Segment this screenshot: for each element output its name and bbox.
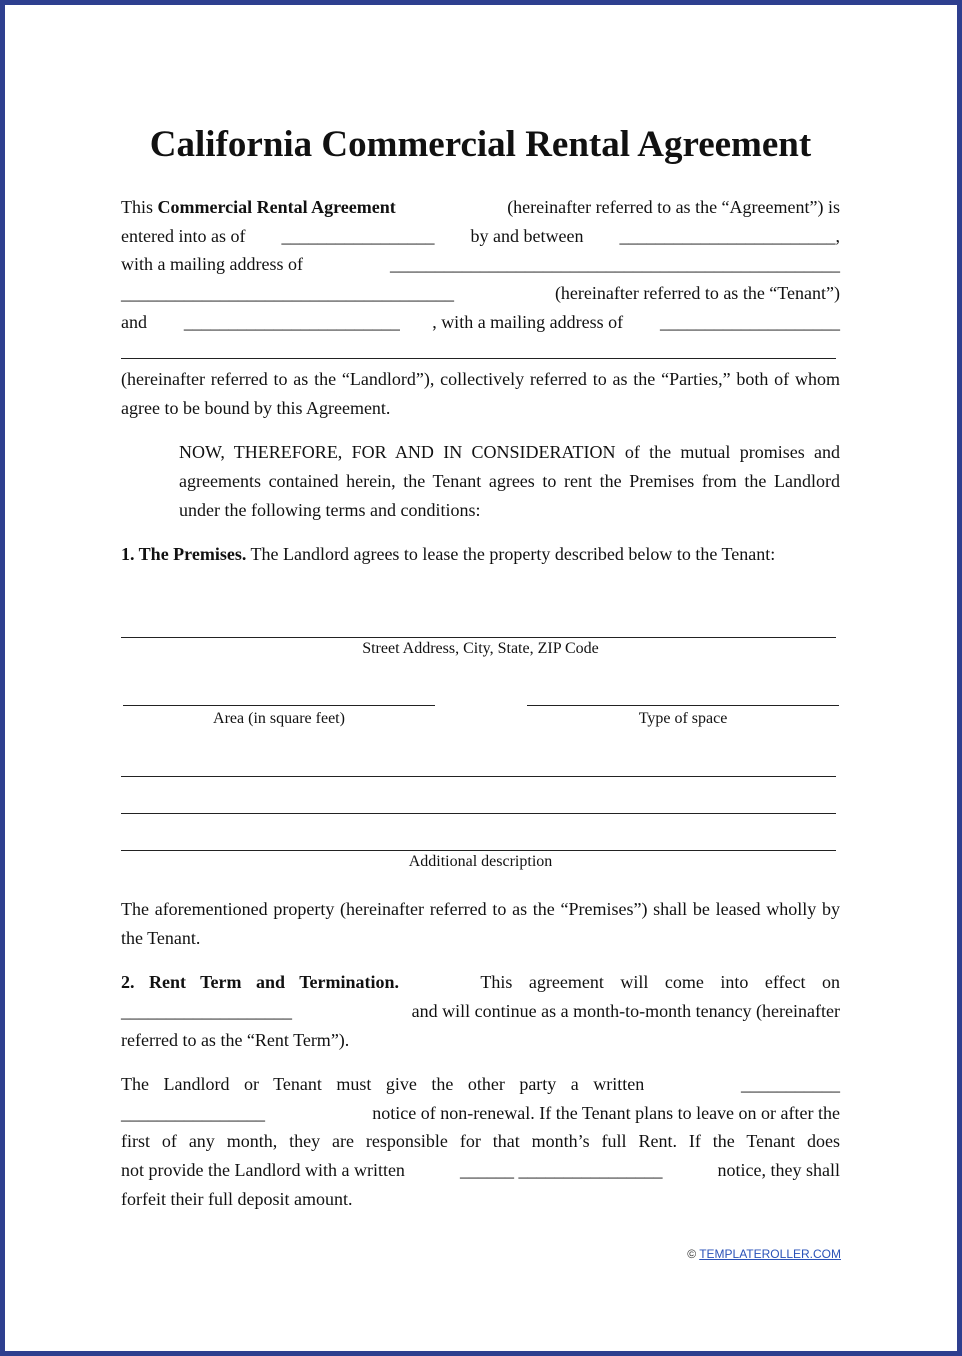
templateroller-link[interactable]: TEMPLATEROLLER.COM <box>699 1247 841 1261</box>
landlord-name-blank[interactable]: ________________________ <box>183 312 400 332</box>
intro-text: (hereinafter referred to as the “Agreement”) is <box>502 197 840 217</box>
intro-line-3 <box>121 250 840 279</box>
notice-line-2 <box>121 1099 840 1128</box>
intro-line-2 <box>121 222 840 251</box>
notice-line-1 <box>121 1070 840 1099</box>
notice-text: notice of non-renewal. If the Tenant plans to leave on or after the <box>367 1103 840 1123</box>
section-2-heading: 2. Rent Term and Termination. <box>121 972 400 992</box>
section-2-text: This agreement will come into effect on <box>464 972 840 992</box>
notice-text: The Landlord or Tenant must give the other party a written <box>121 1074 645 1094</box>
intro-text: with a mailing address of <box>121 254 308 274</box>
intro-text: (hereinafter referred to as the “Tenant”) <box>550 283 840 303</box>
section-2-text: and will continue as a month-to-month tenancy (hereinafter <box>407 1001 840 1021</box>
notice-text: not provide the Landlord with a written <box>121 1160 410 1180</box>
notice-period-blank[interactable]: ___________ <box>741 1074 840 1094</box>
notice-line-5: forfeit their full deposit amount. <box>121 1189 353 1209</box>
copyright-symbol: © <box>687 1247 700 1261</box>
area-line[interactable] <box>123 705 435 706</box>
agreement-name: Commercial Rental Agreement <box>157 197 396 217</box>
document-title: California Commercial Rental Agreement <box>149 124 812 165</box>
intro-closing: (hereinafter referred to as the “Landlord”), collectively referred to as the “Parties,” both of whom agree to be bound by this Agreement. <box>121 369 840 418</box>
section-2-line-1 <box>121 968 840 997</box>
description-line-3[interactable] <box>121 850 836 851</box>
intro-text: This <box>121 197 158 217</box>
area-caption: Area (in square feet) <box>213 710 345 727</box>
consideration-paragraph: NOW, THEREFORE, FOR AND IN CONSIDERATION of the mutual promises and agreements contained herein, the Tenant agrees to rent the Premises from the Landlord under the following terms and conditions: <box>179 442 840 520</box>
space-type-caption: Type of space <box>638 710 728 727</box>
notice-period-blank-2[interactable]: ________________ <box>121 1103 265 1123</box>
intro-text: , with a mailing address of <box>432 312 628 332</box>
description-caption: Additional description <box>408 853 553 870</box>
start-date-blank[interactable]: ___________________ <box>121 1001 292 1021</box>
landlord-address-line[interactable] <box>121 358 836 359</box>
notice-text: notice, they shall <box>713 1160 840 1180</box>
notice-days-blank[interactable]: ______ <box>459 1160 514 1180</box>
intro-line-4 <box>121 279 840 308</box>
premises-paragraph: The aforementioned property (hereinafter referred to as the “Premises”) shall be leased wholly by the Tenant. <box>121 899 840 948</box>
street-address-line[interactable] <box>121 637 836 638</box>
footer <box>687 1247 841 1261</box>
date-blank[interactable]: _________________ <box>281 226 435 246</box>
description-line-2[interactable] <box>121 813 836 814</box>
intro-line-1 <box>121 193 840 222</box>
section-2-line-2 <box>121 997 840 1026</box>
street-address-caption: Street Address, City, State, ZIP Code <box>362 640 599 657</box>
notice-line-3: first of any month, they are responsible for that month’s full Rent. If the Tenant does <box>121 1131 840 1151</box>
description-line-1[interactable] <box>121 776 836 777</box>
tenant-address-blank[interactable]: __________________________________________________ <box>390 254 840 274</box>
intro-text: and <box>121 312 152 332</box>
document-page <box>5 5 957 1351</box>
notice-line-4 <box>121 1156 840 1185</box>
section-1-text: The Landlord agrees to lease the property described below to the Tenant: <box>246 544 776 564</box>
intro-text: entered into as of <box>121 226 250 246</box>
intro-text: by and between <box>465 226 588 246</box>
landlord-address-blank[interactable]: ____________________ <box>660 312 840 332</box>
intro-line-5 <box>121 308 840 337</box>
space-type-line[interactable] <box>527 705 839 706</box>
section-1-heading: 1. The Premises. <box>121 544 247 564</box>
section-1-paragraph <box>121 540 840 569</box>
section-2-line-3: referred to as the “Rent Term”). <box>121 1030 350 1050</box>
tenant-name-blank[interactable]: ________________________, <box>619 226 840 246</box>
tenant-address-blank-2[interactable]: _____________________________________ <box>121 283 454 303</box>
notice-unit-blank[interactable]: ________________ <box>518 1160 663 1180</box>
